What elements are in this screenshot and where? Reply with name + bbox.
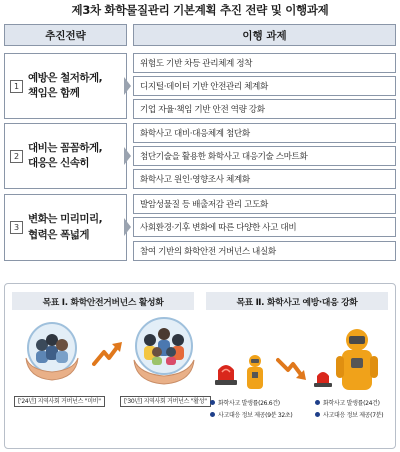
strategy-number: 3 [10,221,23,234]
task-item: 디지털·데이터 기반 안전관리 체계화 [133,76,396,96]
upward-arrow-icon [92,340,126,368]
task-item: 화학사고 대비·대응체계 첨단화 [133,123,396,143]
task-item: 발암성물질 등 배출저감 관리 고도화 [133,194,396,214]
stat-after-response-time: 사고대응 정보 제공(7분) [315,410,383,419]
strategy-header: 추진전략 [4,24,127,46]
siren-icon [312,368,334,388]
caption-2030: ['30년] 지역사회 거버넌스 "활성" [120,396,211,407]
bullet-dot-icon [210,412,215,417]
strategy-line: 책임은 함께 [28,87,80,99]
small-community-illustration [22,318,82,386]
bullet-dot-icon [210,400,215,405]
strategy-2 [4,123,127,189]
strategy-line: 대응은 신속히 [28,157,90,169]
page-title: 제3차 화학물질관리 기본계획 추진 전략 및 이행과제 [71,3,329,17]
arrow-right-icon [124,147,131,165]
strategy-number: 2 [10,150,23,163]
task-item: 참여 기반의 화학안전 거버넌스 내실화 [133,241,396,261]
strategy-line: 예방은 철저하게, [28,71,103,84]
goal-1-label: 목표 Ⅰ. 화학안전거버넌스 활성화 [12,292,194,310]
task-item: 사회환경·기후 변화에 따른 다양한 사고 대비 [133,217,396,237]
bullet-dot-icon [315,400,320,405]
bullet-dot-icon [315,412,320,417]
strategy-3 [4,194,127,261]
task-item: 기업 자율·책임 기반 안전 역량 강화 [133,99,396,119]
strategy-1 [4,53,127,119]
task-item: 위험도 기반 차등 관리체계 정착 [133,53,396,73]
task-item: 화학사고 원인·영향조사 체계화 [133,169,396,189]
caption-2024: ['24년] 지역사회 거버넌스 "미비" [14,396,105,407]
stat-after-accident-rate: 화학사고 발생률(24건) [315,398,380,407]
strategy-line: 대비는 꼼꼼하게, [28,141,103,154]
arrow-right-icon [124,77,131,95]
hazmat-worker-large-icon [336,328,378,394]
stat-before-accident-rate: 화학사고 발생률(26.6건) [210,398,280,407]
arrow-right-icon [124,218,131,236]
hazmat-worker-small-icon [243,354,267,392]
strategy-line: 협력은 폭넓게 [28,228,90,241]
downward-arrow-icon [276,356,310,384]
strategy-number: 1 [10,80,23,93]
tasks-header: 이행 과제 [133,24,396,46]
task-item: 첨단기술을 활용한 화학사고 대응기술 스마트화 [133,146,396,166]
stat-before-response-time: 사고대응 정보 제공(9분 32초) [210,410,292,419]
large-community-illustration [130,316,198,388]
strategy-line: 변화는 미리미리, [28,213,103,226]
goal-2-label: 목표 Ⅱ. 화학사고 예방·대응 강화 [206,292,388,310]
siren-icon [212,360,240,386]
